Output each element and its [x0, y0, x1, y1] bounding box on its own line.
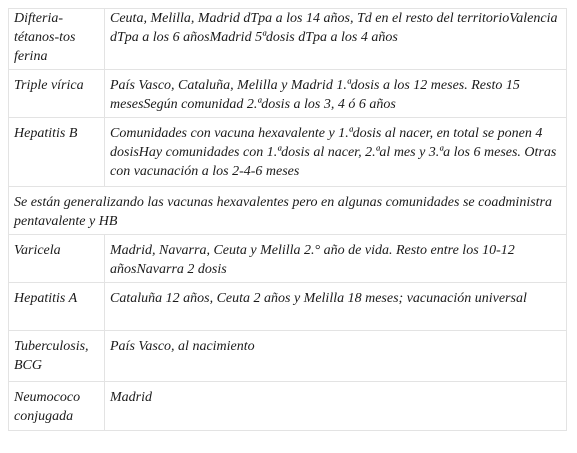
vaccine-name: Hepatitis A: [9, 283, 105, 331]
table-note: Se están generalizando las vacunas hexavalentes pero en algunas comunidades se coadministra pentavalente y HB: [9, 187, 567, 235]
vaccine-detail: Madrid: [105, 382, 567, 431]
vaccine-name: Neumococo conjugada: [9, 382, 105, 431]
table-row: [9, 235, 567, 283]
vaccination-table: [8, 8, 567, 431]
table-row: [9, 118, 567, 187]
table-row: [9, 283, 567, 331]
vaccine-name: Varicela: [9, 235, 105, 283]
vaccine-detail: País Vasco, Cataluña, Melilla y Madrid 1.ªdosis a los 12 meses. Resto 15 mesesSegún comunidad 2.ªdosis a los 3, 4 ó 6 años: [105, 70, 567, 118]
vaccine-name: Tuberculosis, BCG: [9, 331, 105, 382]
vaccine-name: Triple vírica: [9, 70, 105, 118]
table-row: [9, 331, 567, 382]
vaccine-detail: Madrid, Navarra, Ceuta y Melilla 2.° año de vida. Resto entre los 10-12 añosNavarra 2 dosis: [105, 235, 567, 283]
table-row: [9, 9, 567, 70]
vaccine-detail: País Vasco, al nacimiento: [105, 331, 567, 382]
table-row: [9, 382, 567, 431]
table-row-note: [9, 187, 567, 235]
vaccine-detail: Cataluña 12 años, Ceuta 2 años y Melilla 18 meses; vacunación universal: [105, 283, 567, 331]
vaccine-name: Hepatitis B: [9, 118, 105, 187]
vaccine-detail: Comunidades con vacuna hexavalente y 1.ªdosis al nacer, en total se ponen 4 dosisHay comunidades con 1.ªdosis al nacer, 2.ªal mes y 3.ªa los 6 meses. Otras con vacunación a los 2-4-6 meses: [105, 118, 567, 187]
vaccine-detail: Ceuta, Melilla, Madrid dTpa a los 14 años, Td en el resto del territorioValencia dTpa a los 6 añosMadrid 5ªdosis dTpa a los 4 años: [105, 9, 567, 70]
vaccine-name: Difteria-tétanos-tos ferina: [9, 9, 105, 70]
table-row: [9, 70, 567, 118]
